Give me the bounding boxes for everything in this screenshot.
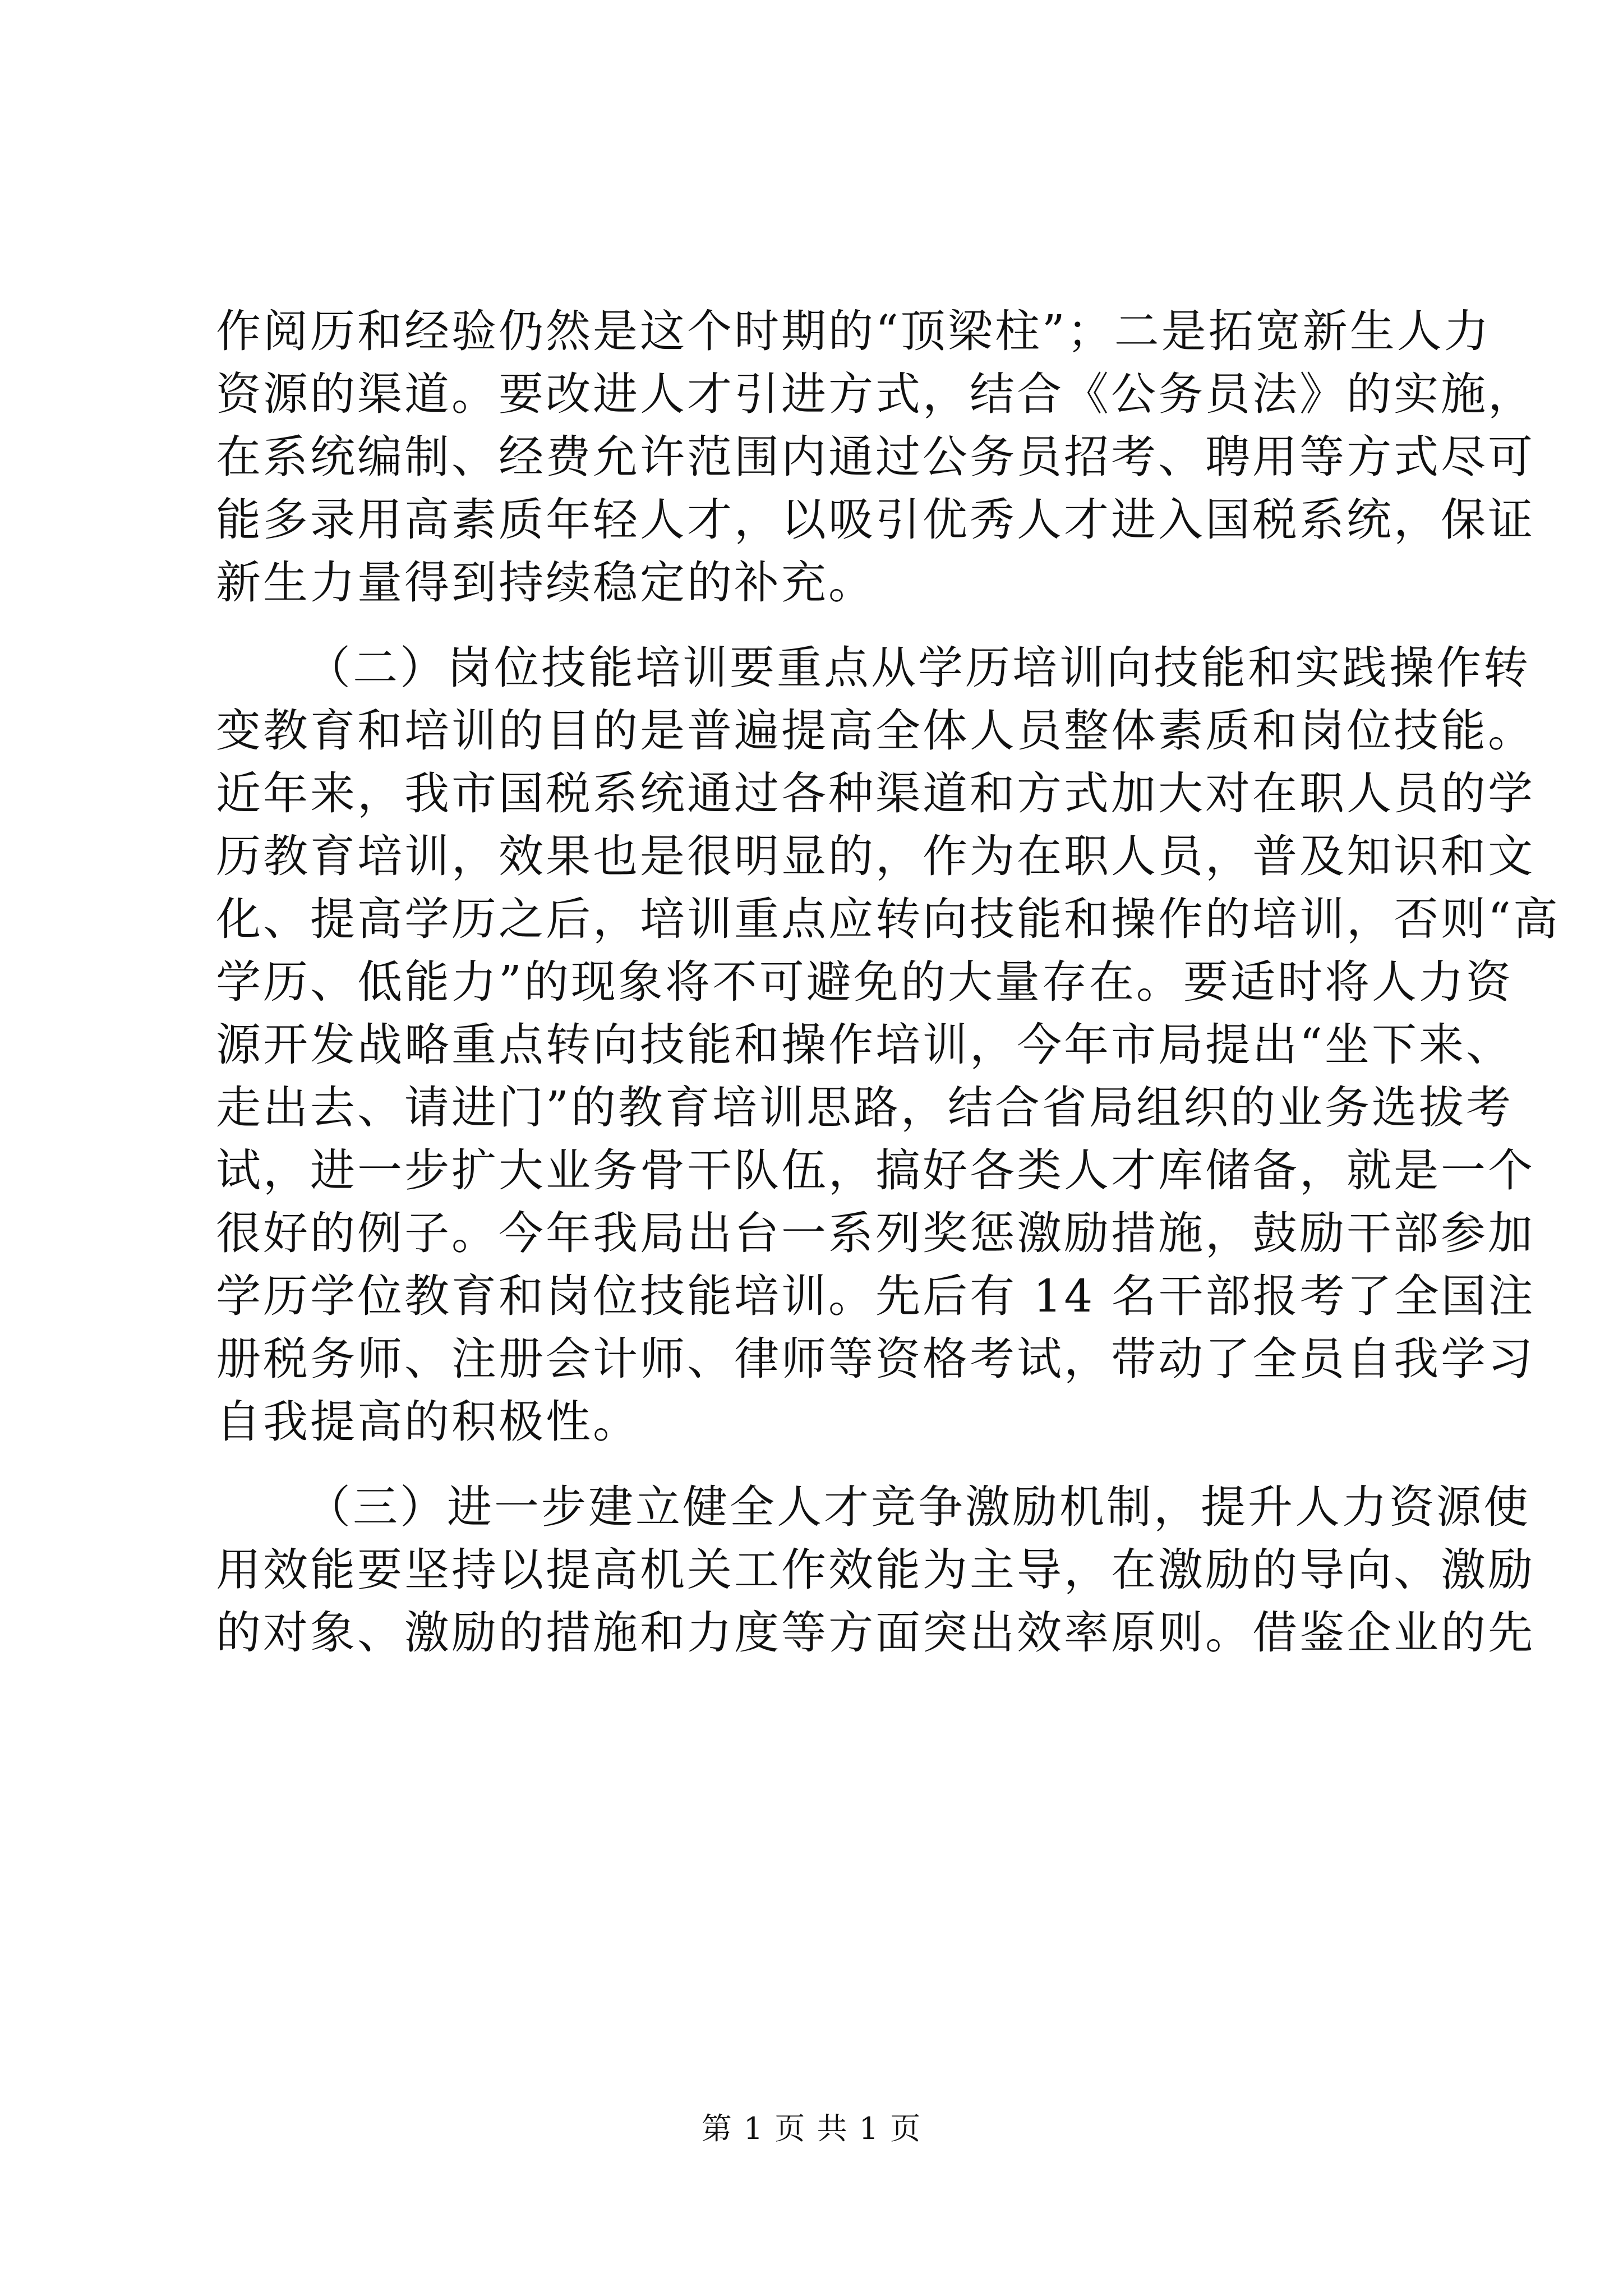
text-line: 很好的例子。今年我局出台一系列奖惩激励措施，鼓励干部参加	[216, 1207, 1535, 1259]
text-line: 学历学位教育和岗位技能培训。先后有 14 名干部报考了全国注	[216, 1270, 1536, 1322]
text-line: 新生力量得到持续稳定的补充。	[216, 556, 875, 609]
text-line: 资源的渠道。要改进人才引进方式，结合《公务员法》的实施，	[216, 368, 1535, 420]
text-line: 变教育和培训的目的是普遍提高全体人员整体素质和岗位技能。	[216, 705, 1535, 757]
text-line: 试，进一步扩大业务骨干队伍，搞好各类人才库储备，就是一个	[216, 1144, 1535, 1197]
text-line: 近年来，我市国税系统通过各种渠道和方式加大对在职人员的学	[216, 767, 1535, 820]
section-heading-line: （二）岗位技能培训要重点从学历培训向技能和实践操作转	[306, 642, 1530, 694]
text-line: 作阅历和经验仍然是这个时期的“顶梁柱”；二是拓宽新生人力	[216, 305, 1491, 357]
text-line: 册税务师、注册会计师、律师等资格考试，带动了全员自我学习	[216, 1333, 1535, 1385]
text-line: 的对象、激励的措施和力度等方面突出效率原则。借鉴企业的先	[216, 1607, 1535, 1659]
document-body	[216, 300, 1560, 1664]
section-heading-line: （三）进一步建立健全人才竞争激励机制，提升人力资源使	[306, 1481, 1530, 1533]
text-line: 自我提高的积极性。	[216, 1396, 640, 1448]
page-footer: 第 1 页 共 1 页	[701, 2111, 922, 2146]
text-line: 在系统编制、经费允许范围内通过公务员招考、聘用等方式尽可	[216, 431, 1535, 483]
text-line: 化、提高学历之后，培训重点应转向技能和操作的培训，否则“高	[216, 893, 1560, 945]
text-line: 走出去、请进门”的教育培训思路，结合省局组织的业务选拔考	[216, 1082, 1513, 1134]
text-line: 学历、低能力”的现象将不可避免的大量存在。要适时将人力资	[216, 956, 1513, 1008]
text-line: 历教育培训，效果也是很明显的，作为在职人员，普及知识和文	[216, 830, 1535, 882]
text-line: 能多录用高素质年轻人才，以吸引优秀人才进入国税系统，保证	[216, 494, 1535, 546]
text-line: 源开发战略重点转向技能和操作培训，今年市局提出“坐下来、	[216, 1019, 1513, 1071]
text-line: 用效能要坚持以提高机关工作效能为主导，在激励的导向、激励	[216, 1544, 1535, 1596]
